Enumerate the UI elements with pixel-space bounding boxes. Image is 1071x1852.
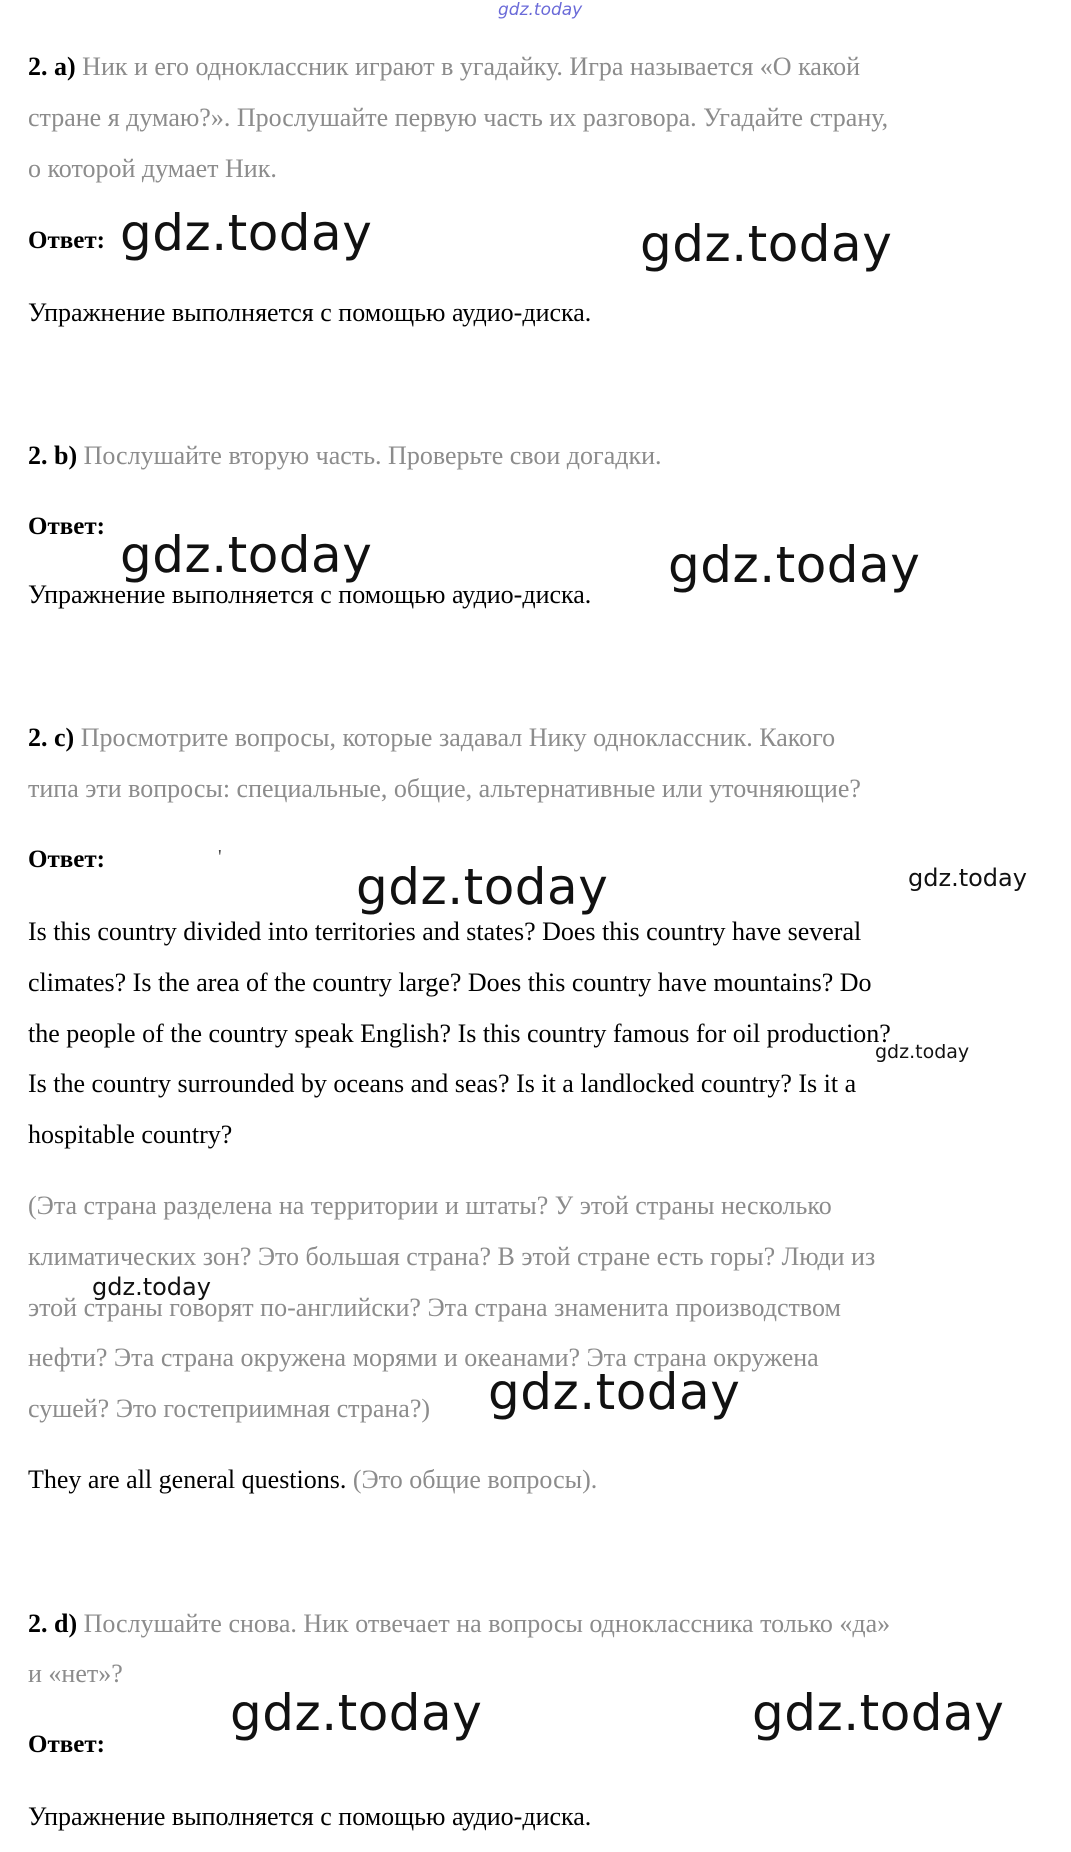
section-2c-conclusion xyxy=(28,1465,597,1495)
section-2c-translation-line-3: этой страны говорят по-английски? Эта страна знаменита производством xyxy=(28,1293,841,1322)
section-2a-answer: Упражнение выполняется с помощью аудио-диска. xyxy=(28,298,592,327)
section-2d-number: 2. d) xyxy=(28,1609,78,1638)
section-2a-answer-label: Ответ: xyxy=(28,227,105,254)
section-2d-task-text: Послушайте снова. Ник отвечает на вопросы одноклассника только «да» xyxy=(83,1609,891,1638)
section-2a-task-line-1 xyxy=(28,52,860,82)
watermark: gdz.today xyxy=(488,1363,741,1421)
section-2b-answer-label: Ответ: xyxy=(28,513,105,540)
section-2a-task-line-3: о которой думает Ник. xyxy=(28,154,277,183)
watermark: gdz.today xyxy=(120,526,373,584)
section-2c-conclusion-ru: (Это общие вопросы). xyxy=(352,1465,598,1494)
scan-speck: ' xyxy=(218,846,222,868)
watermark: gdz.today xyxy=(230,1684,483,1742)
section-2b-task-text: Послушайте вторую часть. Проверьте свои догадки. xyxy=(83,441,662,470)
watermark: gdz.today xyxy=(668,536,921,594)
section-2a-task-line-2: стране я думаю?». Прослушайте первую часть их разговора. Угадайте страну, xyxy=(28,103,889,132)
section-2a-number: 2. a) xyxy=(28,52,76,81)
watermark: gdz.today xyxy=(908,864,1027,892)
watermark: gdz.today xyxy=(92,1273,211,1301)
section-2c-translation-line-4: нефти? Эта страна окружена морями и океанами? Эта страна окружена xyxy=(28,1343,819,1372)
section-2d-task-line-1 xyxy=(28,1609,890,1639)
section-2a-task-text: Ник и его одноклассник играют в угадайку. Игра называется «О какой xyxy=(82,52,861,81)
section-2c-task-line-2: типа эти вопросы: специальные, общие, альтернативные или уточняющие? xyxy=(28,774,861,803)
section-2c-answer-line-5: hospitable country? xyxy=(28,1120,233,1149)
section-2d-task-line-2: и «нет»? xyxy=(28,1659,123,1688)
section-2c-task-line-1 xyxy=(28,723,835,753)
section-2d-answer: Упражнение выполняется с помощью аудио-диска. xyxy=(28,1802,592,1831)
section-2c-translation-line-5: сушей? Это гостеприимная страна?) xyxy=(28,1394,431,1423)
section-2c-translation-line-1: (Эта страна разделена на территории и штаты? У этой страны несколько xyxy=(28,1191,832,1220)
watermark: gdz.today xyxy=(752,1684,1005,1742)
section-2c-answer-line-2: climates? Is the area of the country large? Does this country have mountains? Do xyxy=(28,968,872,997)
section-2c-conclusion-en: They are all general questions. xyxy=(28,1465,347,1494)
section-2b-number: 2. b) xyxy=(28,441,78,470)
section-2b-answer: Упражнение выполняется с помощью аудио-диска. xyxy=(28,580,592,609)
section-2c-translation-line-2: климатических зон? Это большая страна? В этой стране есть горы? Люди из xyxy=(28,1242,876,1271)
section-2c-answer-line-4: Is the country surrounded by oceans and seas? Is it a landlocked country? Is it a xyxy=(28,1069,857,1098)
watermark: gdz.today xyxy=(875,1041,970,1063)
watermark: gdz.today xyxy=(640,215,893,273)
section-2d-answer-label: Ответ: xyxy=(28,1731,105,1758)
watermark: gdz.today xyxy=(120,204,373,262)
watermark: gdz.today xyxy=(356,858,609,916)
section-2c-answer-line-1: Is this country divided into territories and states? Does this country have several xyxy=(28,917,862,946)
section-2c-answer-label: Ответ: xyxy=(28,846,105,873)
section-2c-task-text: Просмотрите вопросы, которые задавал Нику одноклассник. Какого xyxy=(80,723,836,752)
site-mark-top: gdz.today xyxy=(498,0,583,20)
section-2c-answer-line-3: the people of the country speak English? Is this country famous for oil production? xyxy=(28,1019,891,1048)
section-2c-number: 2. c) xyxy=(28,723,75,752)
section-2b-task-line-1 xyxy=(28,441,662,471)
